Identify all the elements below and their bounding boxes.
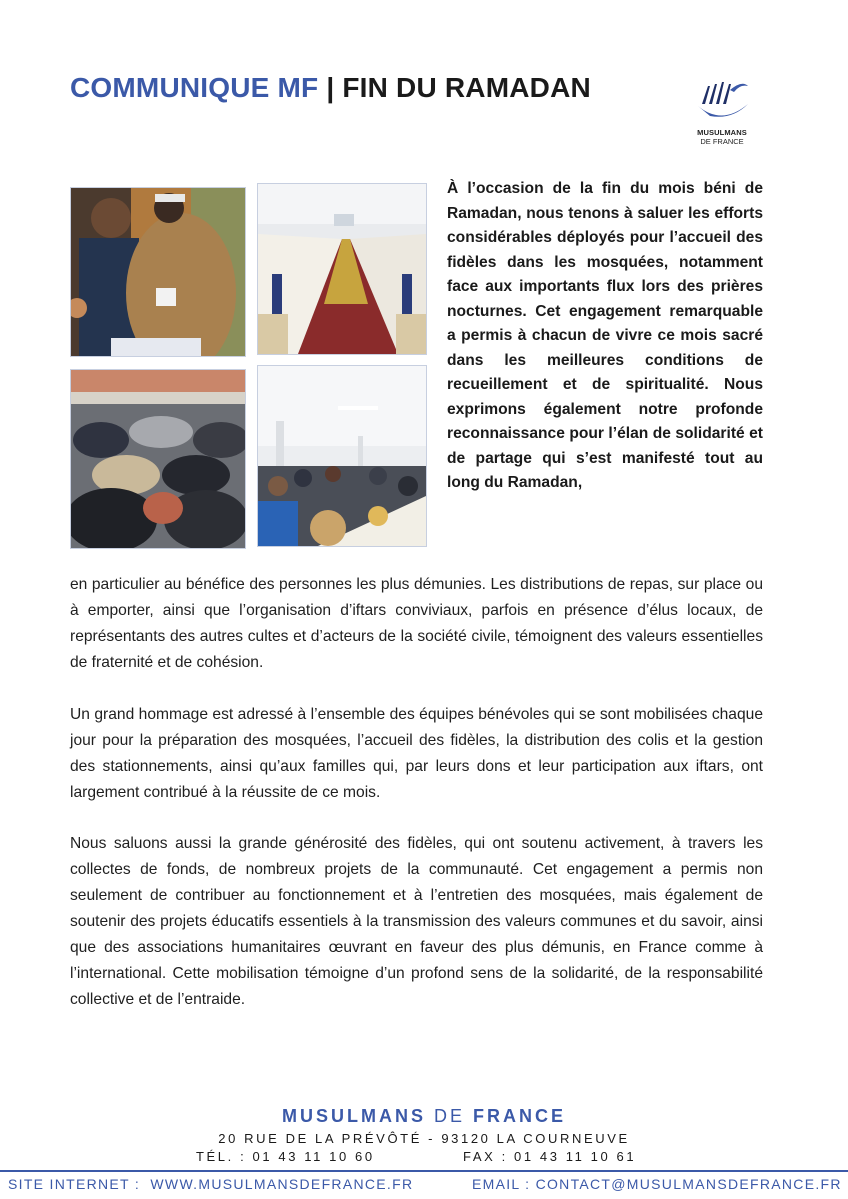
mf-emblem-icon (692, 76, 752, 126)
intro-paragraph: À l’occasion de la fin du mois béni de Ramadan, nous tenons à saluer les efforts considérables déployés pour l’accueil des fidèles dans les mosquées, notamment face aux importants flux lors des prières nocturnes. Cet engagement remarquable a permis à chacun de vivre ce mois sacré dans les meilleures conditions de recueillement et de spiritualité. Nous exprimons également notre profonde reconnaissance pour l’élan de solidarité et de partage qui s’est manifesté tout au long du Ramadan, (447, 180, 763, 491)
footer-org-name (0, 1106, 848, 1127)
title-separator: | (318, 72, 343, 103)
footer-email-link[interactable]: EMAIL : CONTACT@MUSULMANSDEFRANCE.FR (472, 1176, 842, 1192)
volunteers-photo (70, 187, 246, 357)
body-paragraph-1: en particulier au bénéfice des personnes les plus démunies. Les distributions de repas, sur place ou à emporter, ainsi que l’organisation d’iftars conviviaux, parfois en présence d’élus locaux, de représentants des autres cultes et d’acteurs de la société civile, témoignent des valeurs essentielles de fraternité et de cohésion. (70, 576, 763, 671)
iftar-dinner-photo (257, 365, 427, 547)
footer-website-link[interactable]: SITE INTERNET : WWW.MUSULMANSDEFRANCE.FR (8, 1176, 414, 1192)
footer-org-part3: FRANCE (473, 1106, 566, 1126)
title-brand: COMMUNIQUE MF (70, 72, 319, 103)
logo-line1: MUSULMANS (697, 128, 747, 137)
footer-divider (0, 1170, 848, 1172)
footer-phone: TÉL. : 01 43 11 10 60 (196, 1149, 375, 1164)
body-paragraph-2: Un grand hommage est adressé à l’ensemble des équipes bénévoles qui se sont mobilisées chaque jour pour la préparation des mosquées, l’accueil des fidèles, la distribution des colis et la gestion des stationnements, ainsi qu’aux familles qui, par leurs dons et leur participation aux iftars, ont largement contribué à la réussite de ce mois. (70, 706, 763, 801)
body-paragraph-3: Nous saluons aussi la grande générosité des fidèles, qui ont soutenu activement, à travers les collectes de fonds, de nombreux projets de la communauté. Cet engagement a permis non seulement de contribuer au fonctionnement et à l’entretien des mosquées, mais également de soutenir des projets éducatifs essentiels à la transmission des valeurs communes et du savoir, ainsi que des associations humanitaires œuvrant en faveur des plus démunis, en France comme à l’international. Cette mobilisation témoigne d’un profond sens de la solidarité, de la responsabilité collective et de l’entraide. (70, 835, 763, 1008)
prayer-hall-tables-photo (257, 183, 427, 355)
logo-line2: DE FRANCE (700, 137, 744, 146)
title-subject: FIN DU RAMADAN (342, 72, 591, 103)
footer-org-part1: MUSULMANS (281, 1106, 426, 1126)
musulmans-de-france-logo (690, 76, 754, 146)
worshippers-prostrating-photo (70, 369, 246, 549)
page-title (70, 72, 591, 104)
photo-grid (70, 183, 426, 549)
footer-org-part2: DE (425, 1106, 473, 1126)
footer-fax: FAX : 01 43 11 10 61 (463, 1149, 637, 1164)
footer-address: 20 RUE DE LA PRÉVÔTÉ - 93120 LA COURNEUVE (218, 1131, 630, 1146)
